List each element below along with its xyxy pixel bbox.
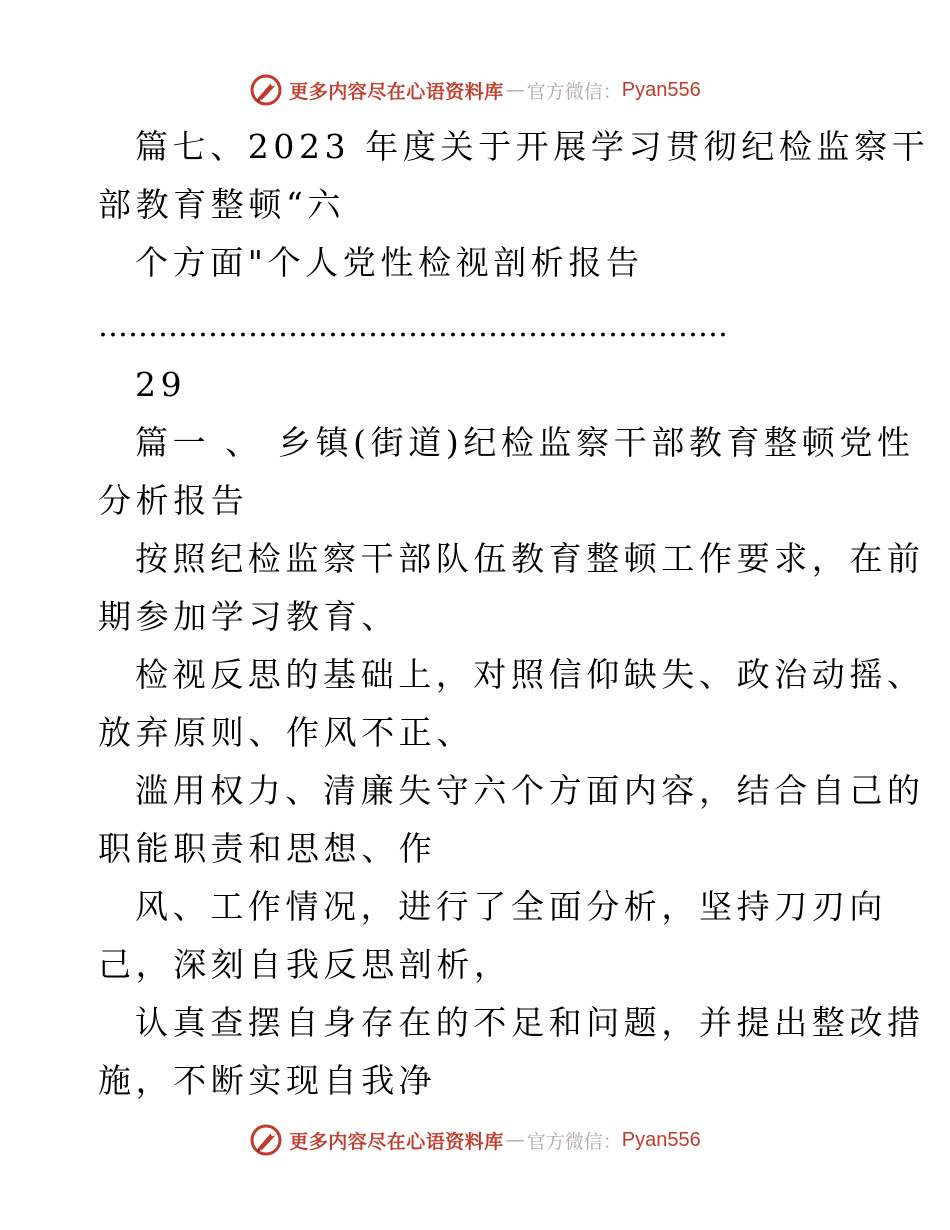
section-heading-line-1: 篇一 、 乡镇(街道)纪检监察干部教育整顿党性 bbox=[135, 423, 915, 462]
header-watermark-banner bbox=[0, 70, 950, 110]
paragraph-line: 施，不断实现自我净 bbox=[98, 1061, 437, 1100]
document-body bbox=[98, 118, 930, 1110]
paragraph-line: 检视反思的基础上，对照信仰缺失、政治动摇、 bbox=[135, 655, 925, 694]
paragraph-line: 职能职责和思想、作 bbox=[98, 829, 437, 868]
paragraph-line: 放弃原则、作风不正、 bbox=[98, 713, 474, 752]
footer-watermark-banner bbox=[0, 1120, 950, 1160]
toc-page-number: 29 bbox=[135, 365, 187, 404]
banner-separator: — bbox=[505, 79, 525, 101]
paragraph-line: 己，深刻自我反思剖析， bbox=[98, 945, 512, 984]
banner-text: 更多内容尽在心语资料库 bbox=[289, 1130, 504, 1153]
pen-logo-icon bbox=[249, 73, 283, 107]
toc-entry-title-line-3: 个方面"个人党性检视剖析报告 bbox=[135, 243, 644, 282]
banner-wechat-id: Pyan556 bbox=[621, 1128, 701, 1151]
banner-separator: — bbox=[505, 1129, 525, 1151]
banner-wechat-label: 官方微信： bbox=[526, 80, 622, 103]
paragraph-line: 风、工作情况，进行了全面分析，坚持刀刃向 bbox=[135, 887, 887, 926]
toc-entry-title-line-1: 篇七、2023 年度关于开展学习贯彻纪检监察干 bbox=[135, 127, 930, 166]
section-heading-line-2: 分析报告 bbox=[98, 481, 249, 520]
paragraph-line: 期参加学习教育、 bbox=[98, 597, 399, 636]
pen-logo-icon bbox=[249, 1123, 283, 1157]
paragraph-line: 认真查摆自身存在的不足和问题，并提出整改措 bbox=[135, 1003, 925, 1042]
toc-leader-dots: ……………………………………………………… bbox=[98, 309, 728, 344]
banner-text: 更多内容尽在心语资料库 bbox=[289, 80, 504, 103]
paragraph-line: 按照纪检监察干部队伍教育整顿工作要求，在前 bbox=[135, 539, 925, 578]
toc-entry-title-line-2: 部教育整顿“六 bbox=[98, 185, 346, 224]
banner-wechat-label: 官方微信： bbox=[526, 1130, 622, 1153]
paragraph-line: 滥用权力、清廉失守六个方面内容，结合自己的 bbox=[135, 771, 925, 810]
banner-wechat-id: Pyan556 bbox=[621, 78, 701, 101]
